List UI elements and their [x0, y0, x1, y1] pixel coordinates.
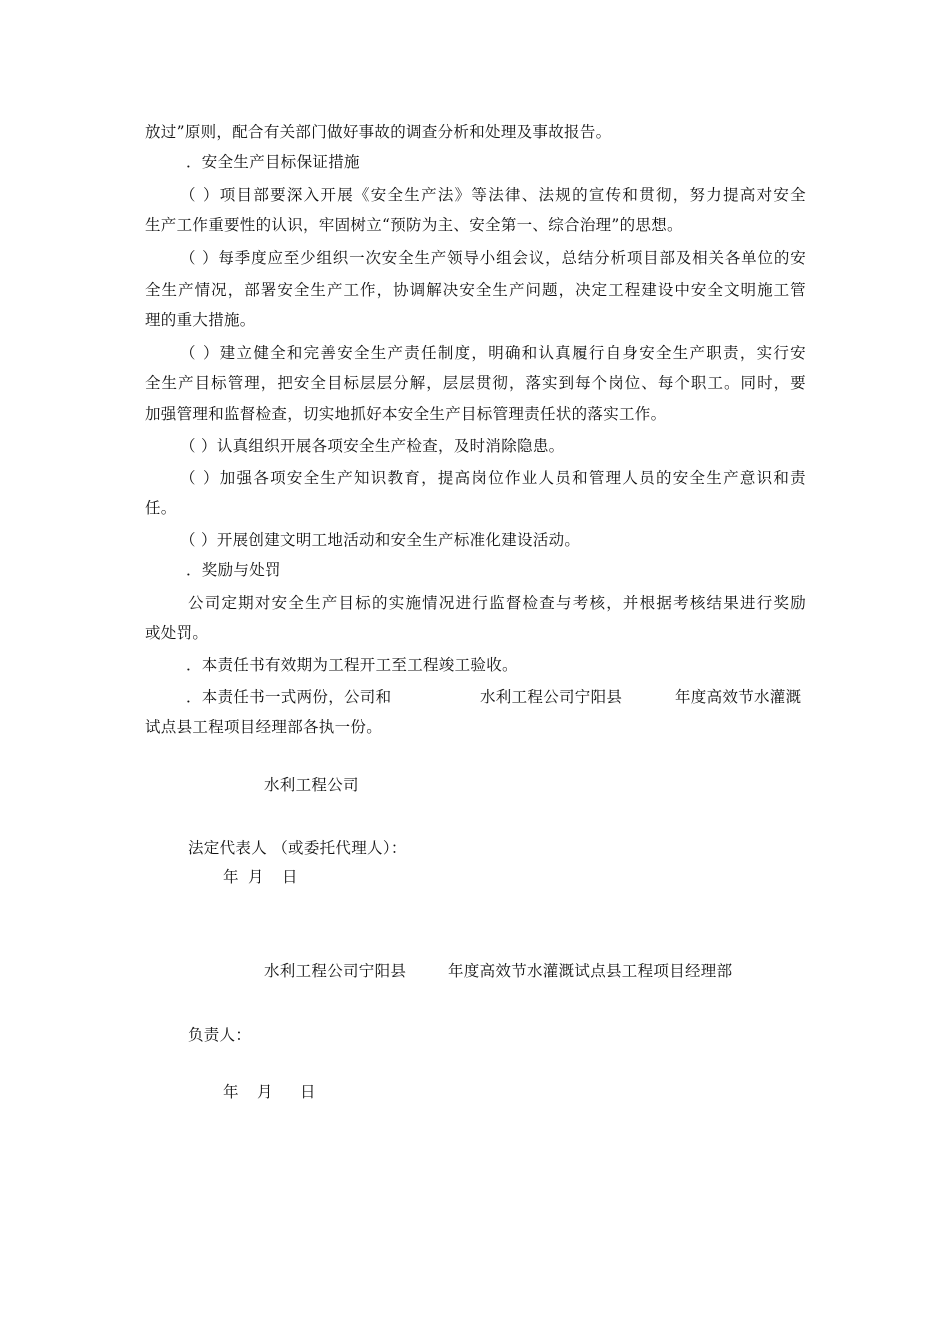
section-3-item-4-line-1: （ ）认真组织开展各项安全生产检查，及时消除隐患。 [180, 437, 565, 455]
date-2-year: 年 [223, 1083, 239, 1101]
copies-line-2: 试点县工程项目经理部各执一份。 [145, 718, 383, 736]
copies-line-1-part-b: 水利工程公司宁阳县 [480, 688, 623, 706]
section-3-item-5-line-1: （ ）加强各项安全生产知识教育，提高岗位作业人员和管理人员的安全生产意识和责 [180, 469, 806, 487]
date-2-day: 日 [300, 1083, 316, 1101]
section-3-item-3-line-1: （ ）建立健全和完善安全生产责任制度，明确和认真履行自身安全生产职责，实行安 [180, 344, 806, 362]
section-3-item-3-line-2: 全生产目标管理，把安全目标层层分解，层层贯彻，落实到每个岗位、每个职工。同时，要 [145, 374, 806, 392]
section-3-item-2-line-1: （ ）每季度应至少组织一次安全生产领导小组会议，总结分析项目部及相关各单位的安 [180, 249, 806, 267]
date-1-day: 日 [282, 868, 298, 886]
section-4-heading: ．奖励与处罚 [186, 561, 281, 579]
section-3-item-2-line-2: 全生产情况，部署安全生产工作，协调解决安全生产问题，决定工程建设中安全文明施工管 [145, 281, 806, 299]
dept-name-part-b: 年度高效节水灌溉试点县工程项目经理部 [448, 962, 733, 980]
section-3-item-6-line-1: （ ）开展创建文明工地活动和安全生产标准化建设活动。 [180, 531, 581, 549]
section-3-item-2-line-3: 理的重大措施。 [145, 311, 256, 329]
company-name: 水利工程公司 [264, 776, 359, 794]
section-4-line-2: 或处罚。 [145, 624, 209, 642]
date-1-month: 月 [248, 868, 264, 886]
date-1-year: 年 [223, 868, 239, 886]
section-3-item-5-line-2: 任。 [145, 499, 177, 517]
section-3-heading: ．安全生产目标保证措施 [186, 153, 360, 171]
section-3-item-1-line-1: （ ）项目部要深入开展《安全生产法》等法律、法规的宣传和贯彻，努力提高对安全 [180, 186, 806, 204]
section-3-item-3-line-3: 加强管理和监督检查，切实地抓好本安全生产目标管理责任状的落实工作。 [145, 405, 667, 423]
copies-line-1-part-c: 年度高效节水灌溉 [675, 688, 802, 706]
date-2-month: 月 [257, 1083, 273, 1101]
section-4-line-1: 公司定期对安全生产目标的实施情况进行监督检查与考核，并根据考核结果进行奖励 [188, 594, 806, 612]
section-3-item-1-line-2: 生产工作重要性的认识，牢固树立“预防为主、安全第一、综合治理”的思想。 [145, 216, 683, 234]
legal-rep-label: 法定代表人 （或委托代理人）： [188, 839, 407, 857]
intro-line: 放过”原则，配合有关部门做好事故的调查分析和处理及事故报告。 [145, 123, 612, 141]
dept-name-part-a: 水利工程公司宁阳县 [264, 962, 407, 980]
responsible-label: 负责人： [188, 1026, 252, 1044]
copies-line-1-part-a: ．本责任书一式两份，公司和 [186, 688, 392, 706]
validity-line: ．本责任书有效期为工程开工至工程竣工验收。 [186, 656, 518, 674]
